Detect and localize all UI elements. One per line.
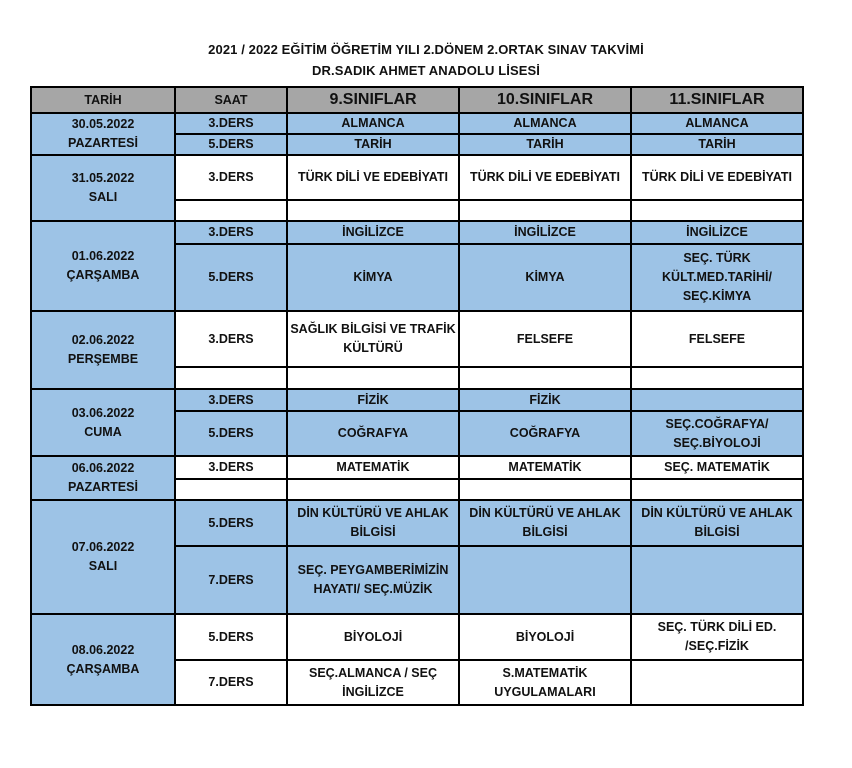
grade-10-cell <box>459 479 631 500</box>
period-cell: 5.DERS <box>175 134 287 155</box>
column-header-grade-9: 9.SINIFLAR <box>287 87 459 113</box>
grade-10-cell <box>459 367 631 389</box>
grade-9-cell: ALMANCA <box>287 113 459 134</box>
period-cell: 5.DERS <box>175 500 287 546</box>
grade-9-cell: FİZİK <box>287 389 459 411</box>
grade-11-cell <box>631 367 803 389</box>
weekday-value: SALI <box>88 559 118 573</box>
grade-11-cell: TÜRK DİLİ VE EDEBİYATI <box>631 155 803 200</box>
period-cell: 3.DERS <box>175 113 287 134</box>
grade-11-cell: SEÇ. TÜRK DİLİ ED. /SEÇ.FİZİK <box>631 614 803 660</box>
grade-10-cell <box>459 200 631 221</box>
column-header-grade-10: 10.SINIFLAR <box>459 87 631 113</box>
weekday-value: PERŞEMBE <box>67 352 139 366</box>
table-row <box>31 456 803 479</box>
grade-11-cell: ALMANCA <box>631 113 803 134</box>
grade-11-cell: TARİH <box>631 134 803 155</box>
grade-9-cell: TARİH <box>287 134 459 155</box>
grade-10-cell: İNGİLİZCE <box>459 221 631 244</box>
grade-9-cell <box>287 367 459 389</box>
period-cell: 5.DERS <box>175 411 287 456</box>
weekday-value: PAZARTESİ <box>68 480 138 494</box>
date-cell <box>31 155 175 221</box>
period-cell: 3.DERS <box>175 221 287 244</box>
date-value: 07.06.2022 <box>71 540 135 555</box>
date-value: 30.05.2022 <box>71 117 135 132</box>
date-value: 08.06.2022 <box>71 642 135 657</box>
column-header-date: TARİH <box>31 87 175 113</box>
table-row <box>31 389 803 411</box>
grade-11-cell: SEÇ. TÜRK KÜLT.MED.TARİHİ/ SEÇ.KİMYA <box>631 244 803 311</box>
period-cell: 3.DERS <box>175 311 287 367</box>
date-value: 31.05.2022 <box>71 171 135 186</box>
grade-10-cell: FİZİK <box>459 389 631 411</box>
date-cell <box>31 500 175 614</box>
grade-9-cell: BİYOLOJİ <box>287 614 459 660</box>
grade-9-cell: TÜRK DİLİ VE EDEBİYATI <box>287 155 459 200</box>
date-cell <box>31 221 175 311</box>
grade-11-cell <box>631 660 803 705</box>
grade-9-cell <box>287 200 459 221</box>
grade-11-cell: İNGİLİZCE <box>631 221 803 244</box>
date-value: 02.06.2022 <box>71 333 135 348</box>
grade-9-cell: COĞRAFYA <box>287 411 459 456</box>
grade-10-cell: COĞRAFYA <box>459 411 631 456</box>
date-value: 01.06.2022 <box>71 249 135 264</box>
weekday-value: SALI <box>88 190 118 204</box>
column-header-period: SAAT <box>175 87 287 113</box>
date-cell <box>31 456 175 500</box>
grade-11-cell: SEÇ.COĞRAFYA/ SEÇ.BİYOLOJİ <box>631 411 803 456</box>
table-row <box>31 614 803 660</box>
grade-9-cell: SEÇ.ALMANCA / SEÇ İNGİLİZCE <box>287 660 459 705</box>
period-cell <box>175 479 287 500</box>
exam-schedule-table <box>30 86 804 706</box>
grade-11-cell <box>631 479 803 500</box>
grade-9-cell: SEÇ. PEYGAMBERİMİZİN HAYATI/ SEÇ.MÜZİK <box>287 546 459 614</box>
grade-10-cell: S.MATEMATİK UYGULAMALARI <box>459 660 631 705</box>
table-row <box>31 113 803 134</box>
page-title: 2021 / 2022 EĞİTİM ÖĞRETİM YILI 2.DÖNEM 2.ORTAK SINAV TAKVİMİ <box>208 42 644 57</box>
grade-10-cell: KİMYA <box>459 244 631 311</box>
date-cell <box>31 113 175 155</box>
column-header-grade-11: 11.SINIFLAR <box>631 87 803 113</box>
grade-10-cell: ALMANCA <box>459 113 631 134</box>
grade-10-cell: DİN KÜLTÜRÜ VE AHLAK BİLGİSİ <box>459 500 631 546</box>
weekday-value: ÇARŞAMBA <box>66 268 140 282</box>
weekday-value: CUMA <box>84 424 122 439</box>
weekday-value: PAZARTESİ <box>68 136 138 150</box>
date-value: 03.06.2022 <box>71 405 135 420</box>
period-cell <box>175 200 287 221</box>
grade-9-cell: DİN KÜLTÜRÜ VE AHLAK BİLGİSİ <box>287 500 459 546</box>
date-value: 06.06.2022 <box>71 461 135 476</box>
period-cell <box>175 367 287 389</box>
grade-10-cell: TARİH <box>459 134 631 155</box>
grade-10-cell <box>459 546 631 614</box>
grade-9-cell: KİMYA <box>287 244 459 311</box>
grade-11-cell: SEÇ. MATEMATİK <box>631 456 803 479</box>
period-cell: 5.DERS <box>175 614 287 660</box>
period-cell: 3.DERS <box>175 456 287 479</box>
grade-10-cell: TÜRK DİLİ VE EDEBİYATI <box>459 155 631 200</box>
grade-11-cell <box>631 546 803 614</box>
period-cell: 5.DERS <box>175 244 287 311</box>
weekday-value: ÇARŞAMBA <box>66 661 140 676</box>
grade-11-cell: FELSEFE <box>631 311 803 367</box>
grade-11-cell <box>631 389 803 411</box>
date-cell <box>31 389 175 456</box>
grade-9-cell: SAĞLIK BİLGİSİ VE TRAFİK KÜLTÜRÜ <box>287 311 459 367</box>
period-cell: 3.DERS <box>175 155 287 200</box>
period-cell: 3.DERS <box>175 389 287 411</box>
grade-9-cell <box>287 479 459 500</box>
school-name: DR.SADIK AHMET ANADOLU LİSESİ <box>312 63 540 78</box>
table-row <box>31 221 803 244</box>
period-cell: 7.DERS <box>175 660 287 705</box>
header-row <box>31 87 803 113</box>
table-row <box>31 500 803 546</box>
date-cell <box>31 311 175 389</box>
grade-9-cell: MATEMATİK <box>287 456 459 479</box>
date-cell <box>31 614 175 705</box>
grade-11-cell: DİN KÜLTÜRÜ VE AHLAK BİLGİSİ <box>631 500 803 546</box>
table-row <box>31 311 803 367</box>
table-row <box>31 155 803 200</box>
grade-10-cell: FELSEFE <box>459 311 631 367</box>
period-cell: 7.DERS <box>175 546 287 614</box>
grade-10-cell: BİYOLOJİ <box>459 614 631 660</box>
grade-10-cell: MATEMATİK <box>459 456 631 479</box>
grade-9-cell: İNGİLİZCE <box>287 221 459 244</box>
grade-11-cell <box>631 200 803 221</box>
